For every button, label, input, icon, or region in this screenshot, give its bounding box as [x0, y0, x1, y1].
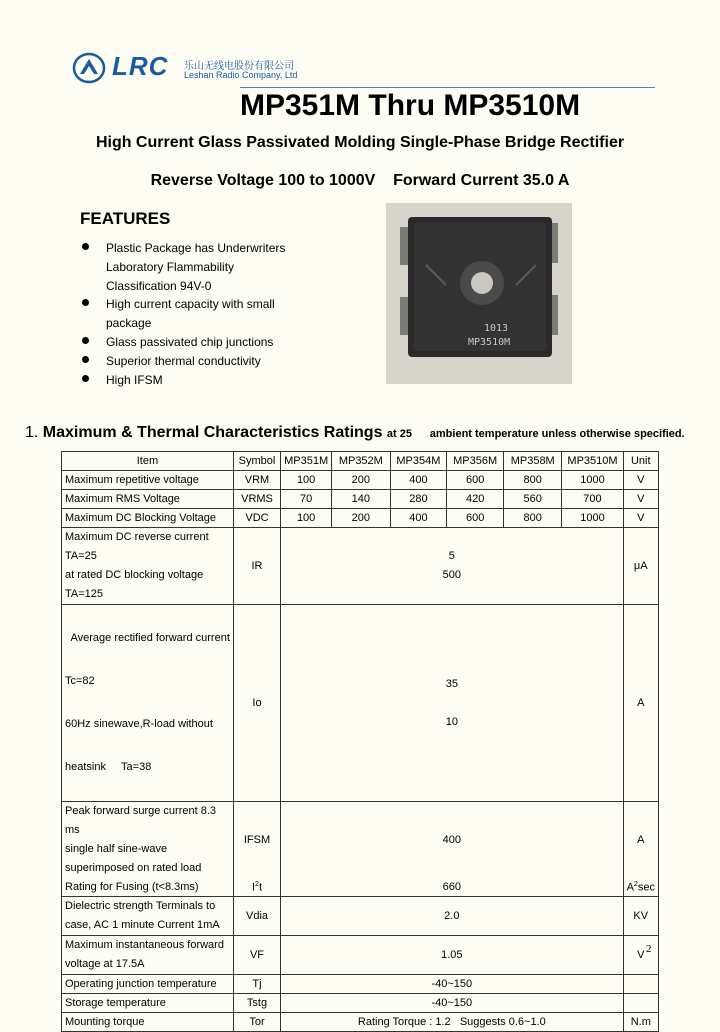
bridge-rectifier-image [386, 203, 572, 384]
table-row [62, 975, 659, 994]
item-cell: Rating for Fusing (t<8.3ms) [62, 878, 234, 897]
lrc-logo-mark-icon [72, 52, 108, 84]
value-cell: 800 [504, 471, 562, 490]
item-line: superimposed on rated load [65, 862, 202, 874]
header-cell: Item [62, 452, 234, 471]
item-line: Dielectric strength Terminals to [65, 900, 216, 912]
table-row [62, 490, 659, 509]
value-cell: 400 [390, 509, 447, 528]
symbol-cell: VRM [233, 471, 280, 490]
section-note-prefix: at 25 [386, 428, 412, 440]
item-line: 60Hz sinewave,R-load without [65, 718, 213, 730]
section-heading [25, 424, 685, 442]
item-line: Average rectified forward current [65, 632, 230, 644]
item-cell [62, 528, 234, 605]
value-cell: 660 [281, 878, 623, 897]
ratings-table [61, 451, 659, 1032]
item-cell [62, 605, 234, 802]
header-cell: MP354M [390, 452, 447, 471]
value-line: 500 [442, 569, 461, 581]
header-divider [240, 87, 655, 88]
features-heading: FEATURES [80, 209, 171, 228]
symbol-cell: Tstg [233, 994, 280, 1013]
photo-marking-date: 1013 [484, 323, 509, 334]
symbol-cell: Vdia [233, 897, 280, 936]
value-cell: 1.05 [281, 936, 623, 975]
company-name-chinese: 乐山无线电股份有限公司 [184, 61, 294, 72]
value-cell: 700 [562, 490, 623, 509]
table-header-row [62, 452, 659, 471]
item-line: Tc=82 [65, 675, 95, 687]
table-row [62, 471, 659, 490]
section-number: 1. [25, 424, 39, 441]
table-row [62, 936, 659, 975]
item-cell: Operating junction temperature [62, 975, 234, 994]
section-note-suffix: ambient temperature unless otherwise specified. [429, 428, 685, 440]
item-line: Maximum DC reverse current [65, 531, 209, 543]
item-cell: Mounting torque [62, 1013, 234, 1032]
header-cell: MP3510M [562, 452, 623, 471]
value-cell: -40~150 [281, 975, 623, 994]
item-cell: Maximum repetitive voltage [62, 471, 234, 490]
logo-text: LRC [112, 51, 169, 81]
unit-cell [623, 975, 658, 994]
symbol-cell: IFSM [233, 802, 280, 879]
item-cell [62, 897, 234, 936]
symbol-cell: VF [233, 936, 280, 975]
symbol-cell: IR [233, 528, 280, 605]
symbol-cell: Io [233, 605, 280, 802]
page-title: MP351M Thru MP3510M [240, 89, 581, 122]
unit-base: A [626, 881, 634, 894]
value-cell: 200 [332, 471, 390, 490]
value-line: 5 [448, 550, 455, 562]
table-row [62, 528, 659, 605]
symbol-cell: VDC [233, 509, 280, 528]
table-row [62, 509, 659, 528]
bullet-icon [82, 375, 89, 382]
header-cell: MP351M [281, 452, 332, 471]
value-cell: 100 [281, 509, 332, 528]
value-cell: 400 [390, 471, 447, 490]
ratings-summary: Reverse Voltage 100 to 1000V Forward Current 35.0 A [150, 172, 570, 189]
value-cell: 1000 [562, 509, 623, 528]
header-cell: MP352M [332, 452, 390, 471]
product-photo [386, 203, 572, 384]
unit-cell: A [623, 802, 658, 879]
header-cell: Unit [623, 452, 658, 471]
symbol-cell: VRMS [233, 490, 280, 509]
bullet-icon [82, 337, 89, 344]
value-cell: 140 [332, 490, 390, 509]
value-cell: 2.0 [281, 897, 623, 936]
item-line: TA=25 [65, 550, 97, 562]
item-cell [62, 802, 234, 879]
table-row [62, 897, 659, 936]
value-cell: 100 [281, 471, 332, 490]
feature-text: Superior thermal conductivity [106, 354, 261, 368]
symbol-end: t [258, 881, 263, 894]
table-row [62, 802, 659, 879]
value-cell [281, 605, 623, 802]
value-cell: 70 [281, 490, 332, 509]
value-line: 35 [445, 678, 458, 690]
item-line: heatsink Ta=38 [65, 761, 152, 773]
item-line: at rated DC blocking voltage [65, 569, 204, 581]
feature-text: High IFSM [106, 373, 163, 387]
bullet-icon [82, 356, 89, 363]
bullet-icon [82, 299, 89, 306]
value-cell: 600 [447, 509, 504, 528]
page-number: 2 [646, 943, 652, 955]
feature-text: Plastic Package has Underwriters Laboratory Flammability Classification 94V-0 [106, 241, 286, 293]
item-cell: Maximum RMS Voltage [62, 490, 234, 509]
unit-cell: μA [623, 528, 658, 605]
item-cell [62, 936, 234, 975]
unit-cell: V [623, 936, 658, 975]
page-subtitle: High Current Glass Passivated Molding Single-Phase Bridge Rectifier [95, 134, 625, 151]
section-title: Maximum & Thermal Characteristics Ratings [42, 424, 383, 441]
company-name-english: Leshan Radio Company, Ltd [184, 70, 298, 80]
header-cell: MP356M [447, 452, 504, 471]
unit-cell: A [623, 605, 658, 802]
value-cell: 420 [447, 490, 504, 509]
header-cell: MP358M [504, 452, 562, 471]
item-cell: Maximum DC Blocking Voltage [62, 509, 234, 528]
symbol-cell: Tj [233, 975, 280, 994]
symbol-superscript: 2 [255, 880, 259, 888]
value-cell: Rating Torque : 1.2 Suggests 0.6~1.0 [281, 1013, 623, 1032]
bullet-icon [82, 243, 89, 250]
unit-superscript: 2 [633, 880, 638, 888]
table-row [62, 1013, 659, 1032]
table-row [62, 878, 659, 897]
item-cell: Storage temperature [62, 994, 234, 1013]
value-cell: 280 [390, 490, 447, 509]
company-logo [72, 50, 312, 90]
unit-cell: V [623, 509, 658, 528]
value-cell: 200 [332, 509, 390, 528]
unit-cell [623, 994, 658, 1013]
unit-cell: V [623, 471, 658, 490]
value-cell: 600 [447, 471, 504, 490]
table-row [62, 994, 659, 1013]
item-line: case, AC 1 minute Current 1mA [65, 919, 220, 931]
table-row [62, 605, 659, 802]
photo-marking-part: MP3510M [468, 337, 511, 348]
symbol-cell: Tor [233, 1013, 280, 1032]
value-cell: -40~150 [281, 994, 623, 1013]
value-cell: 800 [504, 509, 562, 528]
item-line: Peak forward surge current 8.3 ms [65, 805, 217, 836]
unit-cell: N.m [623, 1013, 658, 1032]
symbol-cell [233, 878, 280, 897]
item-line: single half sine-wave [65, 843, 168, 855]
unit-cell [623, 878, 658, 897]
feature-text: Glass passivated chip junctions [106, 335, 274, 349]
item-line: TA=125 [65, 588, 104, 600]
unit-end: sec [637, 881, 655, 894]
value-line: 10 [445, 716, 458, 728]
value-cell [281, 528, 623, 605]
symbol-base: I [251, 881, 256, 894]
unit-cell: V [623, 490, 658, 509]
value-cell: 400 [281, 802, 623, 879]
item-line: voltage at 17.5A [65, 958, 145, 970]
value-cell: 560 [504, 490, 562, 509]
unit-cell: KV [623, 897, 658, 936]
item-line: Maximum instantaneous forward [65, 939, 224, 951]
header-cell: Symbol [233, 452, 280, 471]
feature-text: High current capacity with small package [106, 297, 275, 330]
value-cell: 1000 [562, 471, 623, 490]
